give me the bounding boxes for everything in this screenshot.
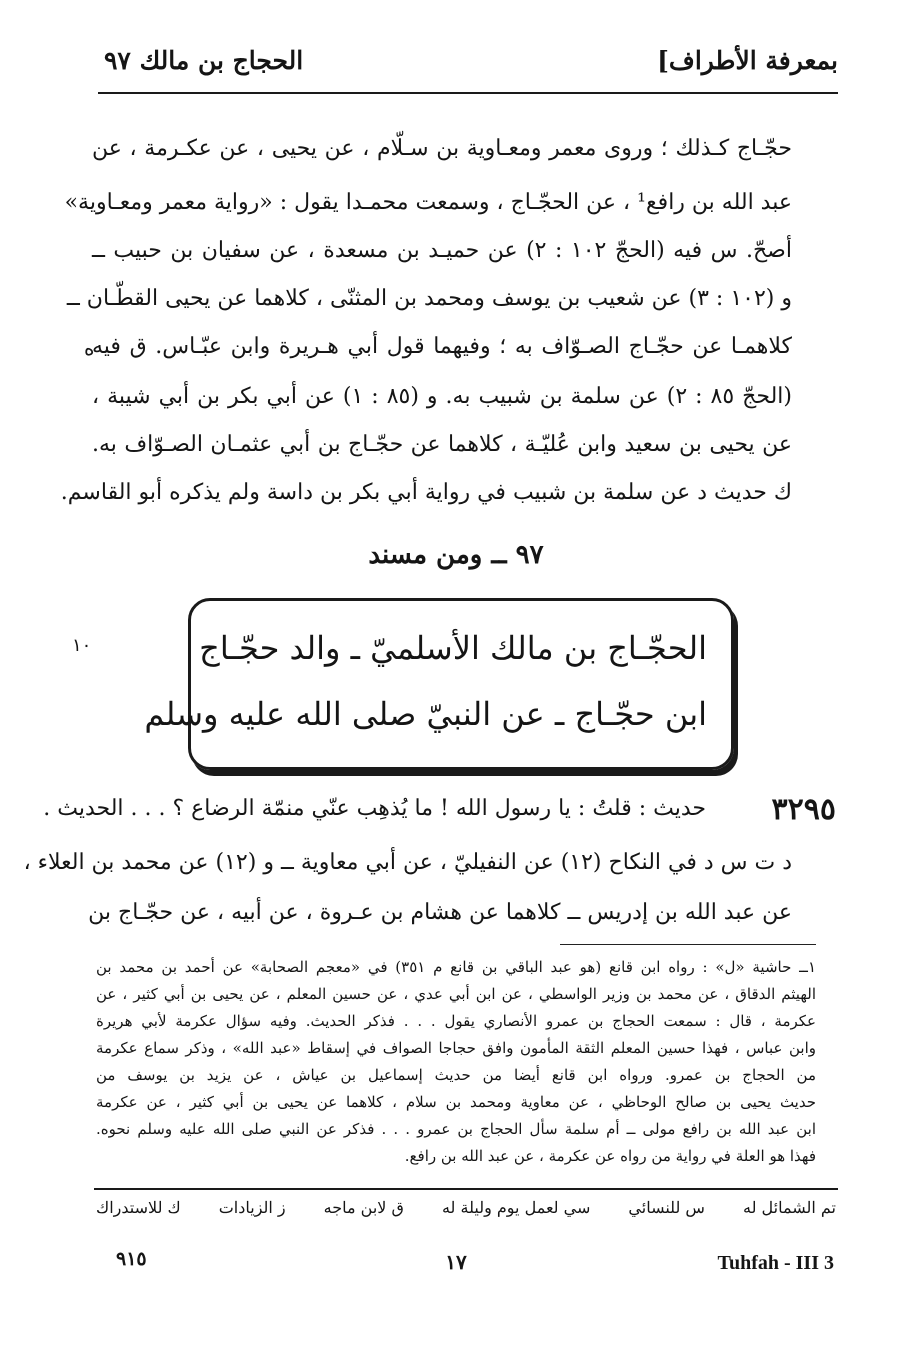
legend-rule bbox=[94, 1188, 838, 1190]
legend-item: ك للاستدراك bbox=[96, 1198, 181, 1217]
footnote-line: ابن عبد الله بن رافع مولى ــ أم سلمة سأل الحجاج بن عمرو . . . فذكر عن النبي صلى الله عليه وسلم نحوه. bbox=[96, 1120, 816, 1138]
body-line: عبد الله بن رافع¹ ، عن الحجّـاج ، وسمعت محمـدا يقول : «رواية معمر ومعـاوية» bbox=[64, 190, 792, 215]
footnote-line: وابن عباس ، فهذا حسين المعلم الثقة المأمون وافق حجاجا الصواف في إسقاط «عبد الله» ، وذكر سماع عكرمة bbox=[96, 1039, 816, 1057]
footnote-line: ١ــ حاشية «ل» : رواه ابن قانع (هو عبد الباقي بن قانع م ٣٥١) في «معجم الصحابة» عن أحمد بن محمد بن bbox=[96, 958, 816, 976]
hadith-line: د ت س د في النكاح (١٢) عن النفيليّ ، عن أبي معاوية ــ و (١٢) عن محمد بن العلاء ، bbox=[23, 850, 792, 875]
header-rule bbox=[98, 92, 838, 94]
legend-item: تم الشمائل له bbox=[742, 1198, 836, 1217]
musnad-title-box bbox=[144, 598, 734, 770]
footnote-line: فهذا هو العلة في رواية من رواه عن عكرمة ، عن عبد الله بن رافع. bbox=[404, 1147, 816, 1165]
line-number: ١٠ bbox=[72, 635, 92, 656]
body-line: (الحجّ ٨٥ : ٢) عن سلمة بن شبيب به. و (٨٥ : ١) عن أبي بكر بن أبي شيبة ، bbox=[92, 384, 792, 409]
footnote-line: من الحجاج بن عمرو. ورواه ابن قانع أيضا من حديث إسماعيل بن عياش ، عن يزيد بن يوسف من bbox=[96, 1066, 816, 1084]
footer-page-number: ٩١٥ bbox=[116, 1248, 147, 1270]
body-line: حجّـاج كـذلك ؛ وروى معمر ومعـاوية بن سـلّام ، عن يحيى ، عن عكـرمة ، عن bbox=[92, 136, 792, 161]
section-title: ٩٧ ــ ومن مسند bbox=[368, 540, 544, 570]
box-title-line: ابن حجّـاج ـ عن النبيّ صلى الله عليه وسلم bbox=[144, 695, 707, 733]
legend-item: ز الزيادات bbox=[218, 1198, 286, 1217]
footer-volume-label: Tuhfah - III 3 bbox=[717, 1252, 834, 1274]
body-line: كلاهمـا عن حجّـاج الصـوّاف به ؛ وفيهما قول أبي هـريرة وابن عبّـاس. ق فيه bbox=[92, 334, 792, 359]
hadith-line: عن عبد الله بن إدريس ــ كلاهما عن هشام بن عـروة ، عن أبيه ، عن حجّـاج بن bbox=[88, 900, 792, 925]
body-line: ك حديث د عن سلمة بن شبيب في رواية أبي بكر بن داسة ولم يذكره أبو القاسم. bbox=[60, 480, 792, 505]
body-line: أصحّ. س فيه (الحجّ ١٠٢ : ٢) عن حميـد بن مسعدة ، عن سفيان بن حبيب ــ bbox=[92, 238, 792, 263]
margin-marker: ه bbox=[84, 336, 95, 360]
siglum-legend bbox=[96, 1198, 836, 1217]
hadith-line: حديث : قلتُ : يا رسول الله ! ما يُذهِب عنّي منمّة الرضاع ؟ . . . الحديث . bbox=[43, 796, 706, 821]
footer-signature: ١٧ bbox=[445, 1250, 467, 1274]
footnote-rule bbox=[560, 944, 816, 945]
body-line: عن يحيى بن سعيد وابن عُليّـة ، كلاهما عن حجّـاج بن أبي عثمـان الصـوّاف به. bbox=[92, 432, 792, 457]
box-title-line: الحجّـاج بن مالك الأسلميّ ـ والد حجّـاج bbox=[199, 629, 707, 667]
legend-item: ق لابن ماجه bbox=[323, 1198, 404, 1217]
legend-item: سي لعمل يوم وليلة له bbox=[441, 1198, 591, 1217]
running-header-right: بمعرفة الأطراف] bbox=[657, 46, 838, 75]
legend-item: س للنسائي bbox=[628, 1198, 705, 1217]
footnote-line: عكرمة ، قال : سمعت الحجاج بن عمرو الأنصاري يقول . . . فذكر الحديث. وفيه سؤال عكرمة لأبي هريرة bbox=[96, 1012, 816, 1030]
hadith-number: ٣٢٩٥ bbox=[771, 792, 836, 827]
footnote-line: حديث يحيى بن صالح الوحاظي ، عن معاوية ومحمد بن سلام ، كلاهما عن يحيى بن أبي كثير ، عن عكرمة bbox=[96, 1093, 816, 1111]
body-line: و (١٠٢ : ٣) عن شعيب بن يوسف ومحمد بن المثنّى ، كلاهما عن يحيى القطّـان ــ bbox=[66, 286, 792, 311]
running-header-left: الحجاج بن مالك ٩٧ bbox=[104, 46, 304, 75]
footnote-line: الهيثم الدقاق ، عن محمد بن وزير الواسطي ، عن ابن أبي عدي ، عن حسين المعلم ، عن يحيى بن أبي كثير ، عن bbox=[96, 985, 816, 1003]
